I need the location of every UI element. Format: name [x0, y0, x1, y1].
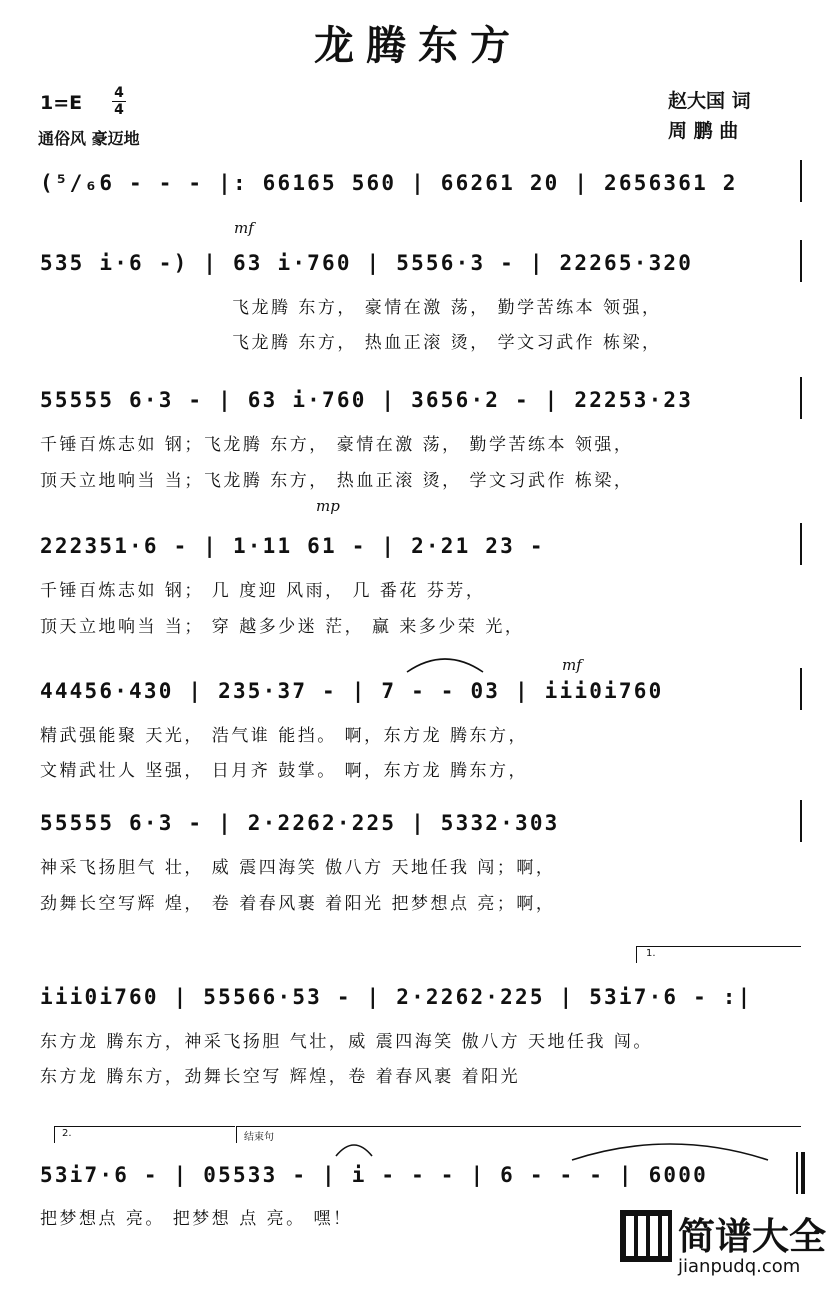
second-ending-label: 2.	[62, 1128, 72, 1139]
dynamic-marking: mf	[234, 219, 254, 237]
staff-row-1: (⁵/₆6 - - - |: 66165 560 | 66261 20 | 2656361 2	[40, 171, 738, 195]
logo-url: jianpudq.com	[678, 1256, 801, 1277]
barline	[800, 523, 802, 565]
barline	[800, 240, 802, 282]
style-marking: 通俗风 豪迈地	[38, 129, 140, 148]
staff-row-5: 44456·430 | 235·37 - | 7 - - 03 | iii0i760	[40, 679, 664, 703]
staff-row-6: 55555 6·3 - | 2·2262·225 | 5332·303	[40, 811, 560, 835]
logo-text: 简谱大全	[678, 1215, 826, 1258]
tie-mark	[570, 1138, 770, 1162]
time-signature	[112, 86, 126, 117]
lyric-line-verse-2: 东方龙 腾东方，劲舞长空写 辉煌，卷 着春风裹 着阳光	[40, 1067, 521, 1087]
composer: 周 鹏 曲	[668, 120, 739, 142]
lyric-line-verse-1: 神采飞扬胆气 壮， 威 震四海笑 傲八方 天地任我 闯；啊，	[40, 858, 556, 878]
page-title: 龙腾东方	[314, 23, 522, 69]
lyric-line-verse-2: 顶天立地响当 当； 穿 越多少迷 茫， 赢 来多少荣 光，	[40, 617, 525, 637]
time-signature-bottom: 4	[114, 102, 124, 118]
staff-row-8: 53i7·6 - | 05533 - | i - - - | 6 - - - | 6000	[40, 1163, 708, 1187]
piano-keys-icon	[618, 1208, 674, 1264]
time-signature-top: 4	[114, 85, 124, 101]
staff-row-3: 55555 6·3 - | 63 i·760 | 3656·2 - | 22253·23	[40, 388, 694, 412]
lyric-line-verse-1: 精武强能聚 天光， 浩气谁 能挡。 啊，东方龙 腾东方，	[40, 726, 529, 746]
lyric-line-verse-1: 千锤百炼志如 钢；飞龙腾 东方， 豪情在激 荡， 勤学苦练本 领强，	[40, 435, 634, 455]
barline	[800, 668, 802, 710]
lyric-line-verse-2: 飞龙腾 东方， 热血正滚 烫， 学文习武作 栋梁，	[232, 333, 662, 353]
first-ending-bracket	[636, 946, 801, 963]
second-ending-bracket	[54, 1126, 235, 1143]
coda-label: 结束句	[244, 1132, 274, 1143]
lyric-line-verse-2: 顶天立地响当 当；飞龙腾 东方， 热血正滚 烫， 学文习武作 栋梁，	[40, 471, 634, 491]
barline	[800, 160, 802, 202]
barline	[800, 800, 802, 842]
barline	[800, 377, 802, 419]
lyric-line-verse-1: 千锤百炼志如 钢； 几 度迎 风雨， 几 番花 芬芳，	[40, 581, 486, 601]
lyric-line-verse-2: 劲舞长空写辉 煌， 卷 着春风裹 着阳光 把梦想点 亮；啊，	[40, 894, 556, 914]
lyric-line-verse-1: 东方龙 腾东方，神采飞扬胆 气壮，威 震四海笑 傲八方 天地任我 闯。	[40, 1032, 653, 1052]
key-signature: 1=E	[40, 92, 83, 114]
site-logo	[618, 1200, 836, 1293]
staff-row-2: 535 i·6 -) | 63 i·760 | 5556·3 - | 22265·320	[40, 251, 694, 275]
final-barline-thin	[796, 1152, 798, 1194]
lyric-line-verse-2: 文精武壮人 坚强， 日月齐 鼓掌。 啊，东方龙 腾东方，	[40, 761, 529, 781]
lyric-line-verse-1: 飞龙腾 东方， 豪情在激 荡， 勤学苦练本 领强，	[232, 298, 662, 318]
dynamic-marking: mf	[562, 656, 582, 674]
dynamic-marking: mp	[316, 497, 340, 515]
lyricist: 赵大国 词	[668, 90, 751, 112]
slur-mark	[334, 1138, 374, 1158]
lyric-line-final: 把梦想点 亮。 把梦想 点 亮。 嘿！	[40, 1209, 353, 1229]
first-ending-label: 1.	[646, 948, 656, 959]
slur-mark	[405, 652, 485, 674]
final-barline-thick	[801, 1152, 805, 1194]
staff-row-7: iii0i760 | 55566·53 - | 2·2262·225 | 53i7·6 - :|	[40, 985, 753, 1009]
staff-row-4: 222351·6 - | 1·11 61 - | 2·21 23 -	[40, 534, 545, 558]
